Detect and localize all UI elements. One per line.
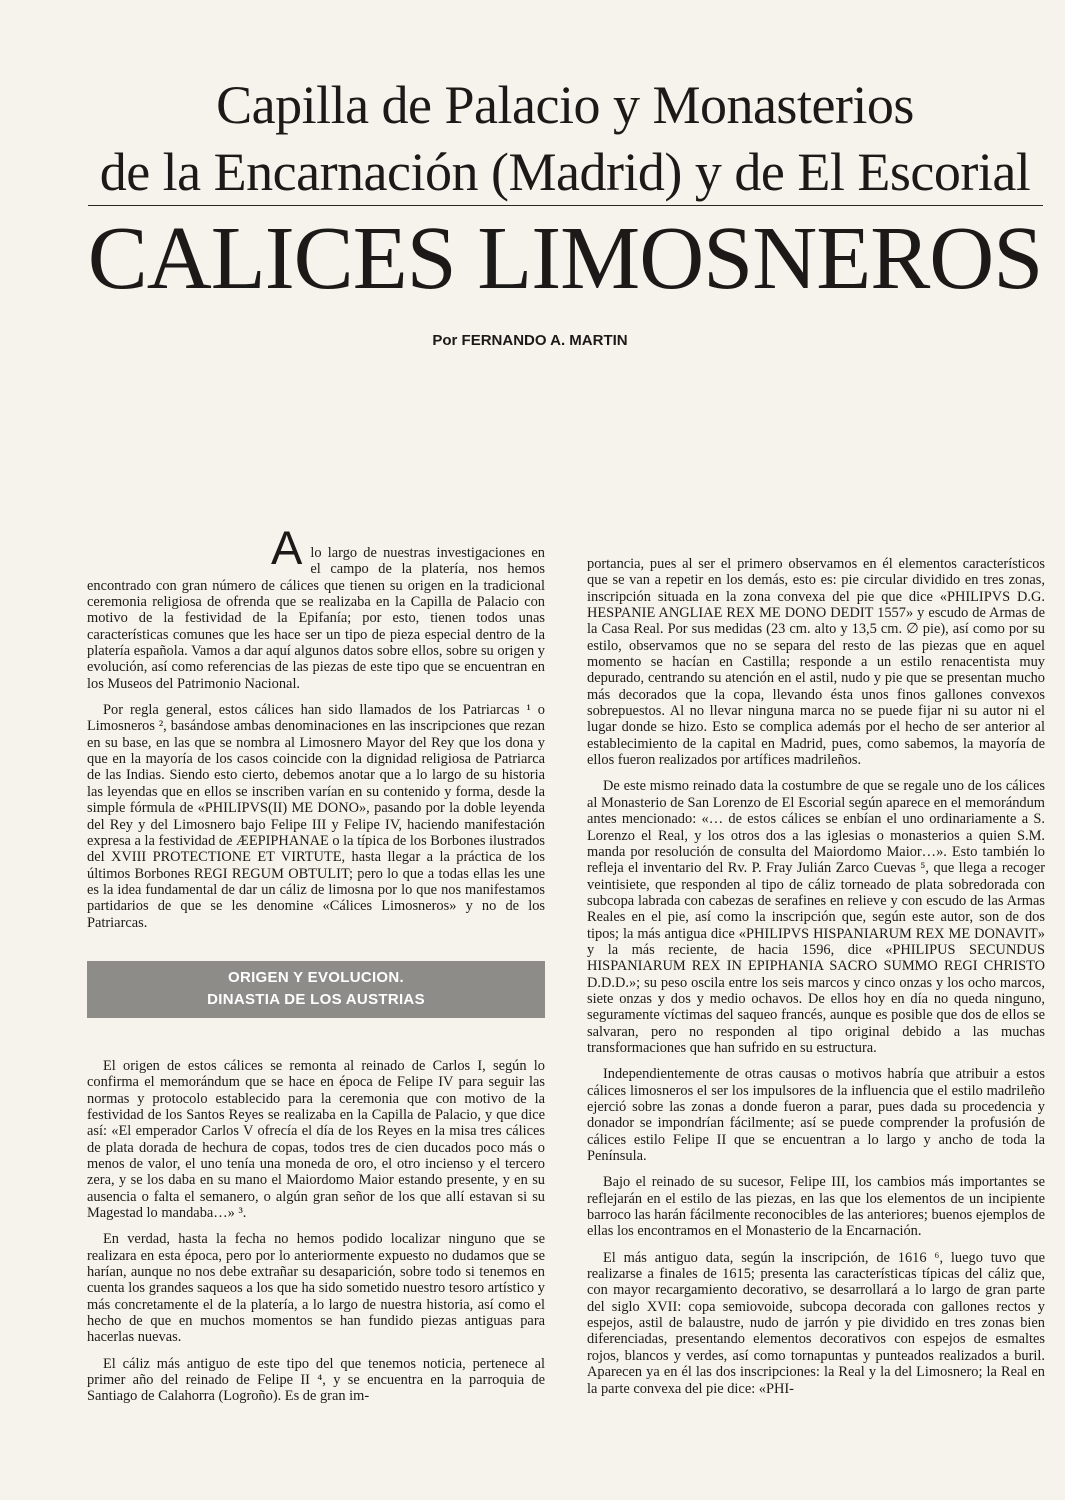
- paragraph: De este mismo reinado data la costumbre de que se regale uno de los cálices al Monasterio de San Lorenzo de El Escorial según aparece en el memorándum antes mencionado: «… de estos cálices se enbían el uno ordinariamente a S. Lorenzo el Real, y los otros dos a las iglesias o monasterios a quien S.M. manda por resolución de consulta del Maiordomo Maior…». Esto también lo refleja el inventario del Rv. P. Fray Julián Zarco Cuevas ⁵, que llega a recoger veintisiete, que responden al tipo de cáliz torneado de plata sobredorada con subcopa labrada con cabezas de serafines en relieve y con escudo de las Armas Reales en el pie, así como la inscripción que, según este autor, son de dos tipos; la más antigua dice «PHILIPVS HISPANIARUM REX ME DONAVIT» y la más reciente, de hacia 1596, dice «PHILIPUS SECUNDUS HISPANIARUM REX IN EPIPHANIA SACRO SUMMO REGI CHRISTO D.D.D.»; su peso oscila entre los seis marcos y cinco onzas y los ocho marcos, siete onzas y dos y medio ochavos. De ellos hoy en día no queda ninguno, seguramente víctimas del saqueo francés, aunque es posible que dos de ellos se salvaran, pero no responden al tipo original debido a las muchas transformaciones que han sufrido en su estructura.: [587, 778, 1045, 1056]
- section-heading: [87, 961, 545, 1018]
- article-subtitle-line-1: Capilla de Palacio y Monasterios: [216, 75, 914, 135]
- paragraph-continued: portancia, pues al ser el primero observamos en él elementos característicos que se van a repetir en los demás, esto es: pie circular dividido en tres zonas, inscripción situada en la zona convexa del pie que dice «PHILIPVS D.G. HESPANIE ANGLIAE REX ME DONO DEDIT 1557» y escudo de Armas de la Casa Real. Por sus medidas (23 cm. alto y 13,5 cm. ∅ pie), así como por su estilo, observamos que no se separa del resto de las piezas que en aquel momento se hacían en Castilla; responde a un estilo renacentista muy depurado, centrando su atención en el astil, nudo y pie que se presentan mucho más decorados que la copa, llevando ésta unos finos gallones convexos sobrepuestos. Al no llevar ninguna marca no se puede fijar ni su autor ni el lugar donde se hizo. Esto se complica además por el hecho de ser anterior al establecimiento de la capital en Madrid, pues, como sabemos, la mayoría de ellos fueron realizados por artífices madrileños.: [587, 556, 1045, 769]
- paragraph: En verdad, hasta la fecha no hemos podido localizar ninguno que se realizara en esta época, pero por lo anteriormente expuesto no dudamos que se harían, aunque no nos debe extrañar su desaparición, sobre todo si tenemos en cuenta los grandes saqueos a los que ha sido sometido nuestro tesoro artístico y más concretamente el de la platería, a lo largo de nuestra historia, así como el hecho de que en muchos momentos se han fundido piezas antiguas para hacerlas nuevas.: [87, 1231, 545, 1346]
- section-heading-line-2: DINASTIA DE LOS AUSTRIAS: [207, 990, 425, 1008]
- paragraph: Bajo el reinado de su sucesor, Felipe III, los cambios más importantes se reflejarán en el estilo de las piezas, en las que los elementos de un incipiente barroco las harán fácilmente reconocibles de las anteriores; buenos ejemplos de ellas los encontramos en el Monasterio de la Encarnación.: [587, 1174, 1045, 1240]
- drop-cap: A: [271, 521, 303, 574]
- article-subtitle-line-2: de la Encarnación (Madrid) y de El Escorial: [99, 142, 1031, 202]
- section-heading-line-1: ORIGEN Y EVOLUCION.: [227, 968, 404, 986]
- author-byline: Por FERNANDO A. MARTIN: [432, 332, 628, 349]
- title-divider: [88, 205, 1043, 206]
- paragraph: Por regla general, estos cálices han sido llamados de los Patriarcas ¹ o Limosneros ², basándose ambas denominaciones en las inscripciones que rezan en su base, en las que se nombra al Limosnero Mayor del Rey que los dona y que en la mayoría de los casos coincide con la dignidad religiosa de Patriarca de las Indias. Siendo esto cierto, debemos anotar que a lo largo de su historia las leyendas que en ellos se inscriben varían en su contenido y forma, desde la simple fórmula de «PHILIPVS(II) ME DONO», pasando por la doble leyenda del Rey y del Limosnero bajo Felipe III y Felipe IV, haciendo manifestación expresa a la festividad de ÆEPIPHANAE o la típica de los Borbones ilustrados del XVIII PROTECTIONE ET VIRTUTE, hasta llegar a la práctica de los últimos Borbones REGI REGUM OBTULIT; pero lo que a todas ellas les une es la idea fundamental de dar un cáliz de limosna por lo que nos manifestamos partidarios de que se les denomine «Cálices Limosneros» y no de los Patriarcas.: [87, 702, 546, 931]
- paragraph: El cáliz más antiguo de este tipo del que tenemos noticia, pertenece al primer año del reinado de Felipe II ⁴, y se encuentra en la parroquia de Santiago de Calahorra (Logroño). Es de gran im-: [87, 1355, 545, 1405]
- left-column: [87, 521, 546, 1415]
- intro-text: lo largo de nuestras investigaciones en el campo de la platería, nos hemos encontrado con gran número de cálices que tienen su origen en la tradicional ceremonia religiosa de ofrenda que se realizaba en la Capilla de Palacio con motivo de la festividad de la Epifanía; por esto, tienen todos unas características comunes que les hace ser un tipo de pieza especial dentro de la platería española. Vamos a dar aquí algunos datos sobre ellos, sobre su origen y evolución, así como referencias de las piezas de este tipo que se encuentran en los Museos del Patrimonio Nacional.: [87, 545, 545, 692]
- article-headline: CALICES LIMOSNEROS: [87, 209, 1043, 308]
- paragraph-intro: [87, 521, 545, 692]
- right-column: [587, 556, 1045, 1407]
- paragraph: Independientemente de otras causas o motivos habría que atribuir a estos cálices limosneros el ser los impulsores de la influencia que el estilo madrileño ejerció sobre las zonas a donde fueron a parar, pues dada su procedencia y donador se impondrían fácilmente; así se puede comprender la profusión de cálices estilo Felipe II que se encuentran a lo largo y ancho de toda la Península.: [587, 1066, 1045, 1165]
- paragraph: El origen de estos cálices se remonta al reinado de Carlos I, según lo confirma el memorándum que se hace en época de Felipe IV para seguir las normas y protocolo establecido para la ceremonia que con motivo de la festividad de los Santos Reyes se realizaba en la Capilla de Palacio, y que dice así: «El emperador Carlos V ofrecía el día de los Reyes en la misa tres cálices de plata dorada de hechura de copas, todos tres de cien ducados poco más o menos de valor, el uno tenía una moneda de oro, el otro incienso y el tercero zera, y se los daba en su mano el Maiordomo Maior estando presente, y en su ausencia o falta el semanero, o algún gran señor de los que allí estavan si su Magestad lo mandaba…» ³.: [87, 1057, 545, 1221]
- paragraph: El más antiguo data, según la inscripción, de 1616 ⁶, luego tuvo que realizarse a finales de 1615; presenta las características típicas del cáliz que, con mayor recargamiento decorativo, se desarrollará a lo largo de gran parte del siglo XVII: copa semiovoide, subcopa decorada con gallones rectos y espejos, astil de balaustre, nudo de jarrón y pie dividido en tres zonas bien diferenciadas, presentando elementos decorativos con espejos de esmaltes rojos, blancos y verdes, así como tornapuntas y punteados realizados a buril. Aparecen ya en él las dos inscripciones: la Real y la del Limosnero; la Real en la parte convexa del pie dice: «PHI-: [587, 1249, 1045, 1397]
